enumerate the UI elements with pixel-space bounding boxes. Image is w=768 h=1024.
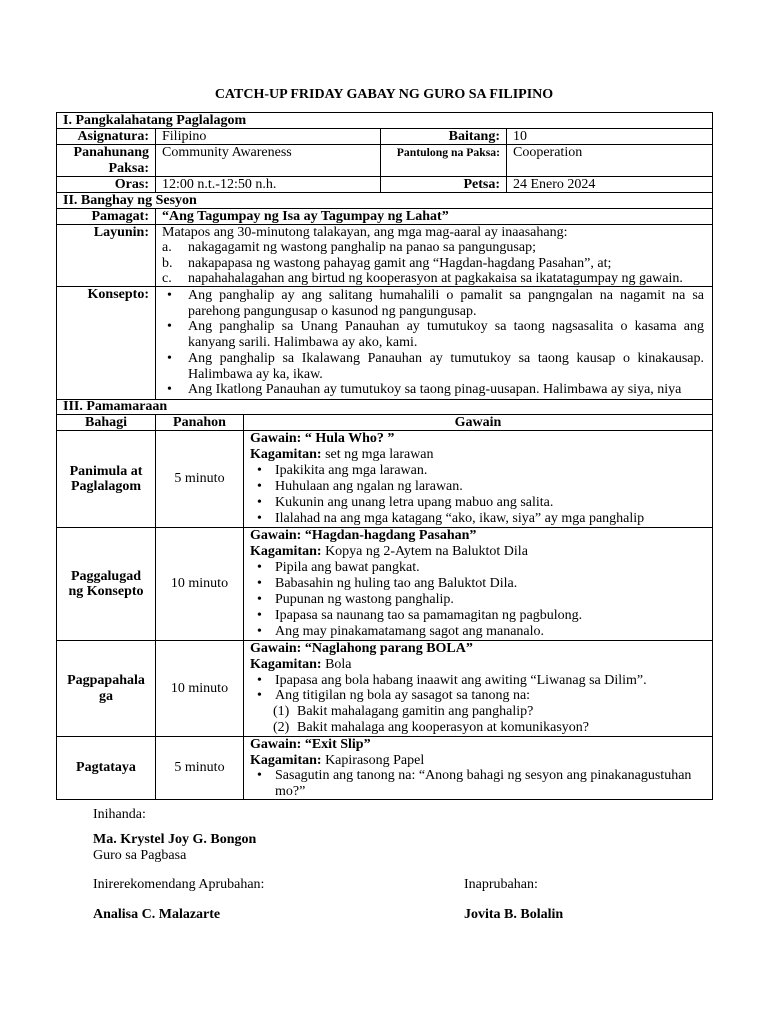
duration bbox=[156, 641, 244, 737]
column-header-activity: Gawain bbox=[244, 415, 713, 431]
duration-value: 10 minuto bbox=[170, 576, 229, 592]
session-heading-row bbox=[57, 193, 713, 209]
step-item: • Pipila ang bawat pangkat. bbox=[250, 560, 706, 576]
activity bbox=[244, 641, 713, 737]
concept-label: Konsepto: bbox=[57, 287, 156, 400]
time-value: 12:00 n.t.-12:50 n.h. bbox=[156, 177, 381, 193]
activity-steps bbox=[250, 673, 706, 705]
concept-item: • Ang panghalip sa Ikalawang Panauhan ay tumutukoy sa taong kausap o kinakausap. Halimbawa ay ka, ikaw. bbox=[162, 351, 704, 382]
question-text: Bakit mahalaga ang kooperasyon at komunikasyon? bbox=[297, 719, 589, 735]
duration bbox=[156, 737, 244, 800]
column-header-duration: Panahon bbox=[156, 415, 244, 431]
step-item: • Pupunan ng wastong panghalip. bbox=[250, 592, 706, 608]
activity-title: Gawain: “Hagdan-hagdang Pasahan” bbox=[250, 528, 477, 543]
step-item: • Ipakikita ang mga larawan. bbox=[250, 463, 706, 479]
step-item: • Ipapasa ang bola habang inaawit ang awiting “Liwanag sa Dilim”. bbox=[250, 673, 706, 689]
objective-item bbox=[162, 240, 704, 255]
activity-title: Gawain: “ Hula Who? ” bbox=[250, 431, 395, 446]
procedure-row bbox=[57, 737, 713, 800]
part-name bbox=[57, 528, 156, 641]
objective-text: napahahalagahan ang birtud ng kooperasyon at pagkakaisa sa ikatatagumpay ng gawain. bbox=[188, 270, 683, 286]
approved-name: Jovita B. Bolalin bbox=[464, 907, 564, 922]
objective-item bbox=[162, 271, 704, 286]
part-name-line: Paggalugad bbox=[70, 568, 141, 584]
concept-item: • Ang Ikatlong Panauhan ay tumutukoy sa taong pinag-uusapan. Halimbawa ay siya, niya bbox=[162, 382, 704, 398]
concept-row bbox=[57, 287, 713, 400]
step-item: • Kukunin ang unang letra upang mabuo ang salita. bbox=[250, 495, 706, 511]
session-heading: II. Banghay ng Sesyon bbox=[57, 193, 713, 209]
date-label: Petsa: bbox=[381, 177, 507, 193]
materials-label: Kagamitan: bbox=[250, 656, 322, 672]
activity-materials bbox=[250, 753, 706, 769]
objectives-value bbox=[156, 225, 713, 287]
concept-value bbox=[156, 287, 713, 400]
lesson-title-row bbox=[57, 209, 713, 225]
activity-title: Gawain: “Exit Slip” bbox=[250, 737, 371, 752]
step-item: • Sasagutin ang tanong na: “Anong bahagi ng sesyon ang pinakanagustuhan mo?” bbox=[250, 768, 706, 799]
time-row bbox=[57, 177, 713, 193]
objective-text: nakagagamit ng wastong panghalip na panao sa pangungusap; bbox=[188, 240, 536, 256]
topic-value: Community Awareness bbox=[156, 145, 381, 177]
procedure-heading: III. Pamamaraan bbox=[57, 400, 713, 415]
question-text: Bakit mahalagang gamitin ang panghalip? bbox=[297, 704, 534, 720]
approved-label: Inaprubahan: bbox=[464, 877, 538, 892]
materials-value: Kopya ng 2-Aytem na Baluktot Dila bbox=[325, 544, 528, 559]
activity-materials bbox=[250, 447, 706, 463]
activity-steps bbox=[250, 560, 706, 640]
materials-value: Kapirasong Papel bbox=[325, 752, 425, 768]
activity bbox=[244, 431, 713, 528]
objective-item bbox=[162, 256, 704, 271]
part-name bbox=[57, 737, 156, 800]
materials-value: Bola bbox=[325, 656, 352, 672]
recommended-name: Analisa C. Malazarte bbox=[93, 907, 221, 922]
step-item: • Ipapasa sa naunang tao sa pamamagitan ng pagbulong. bbox=[250, 608, 706, 624]
objective-marker: c. bbox=[162, 270, 172, 286]
concept-item: • Ang panghalip ay ang salitang humahalili o pamalit sa pangngalan na nagamit na sa parehong pangungusap o kasunod ng pangungusap. bbox=[162, 288, 704, 319]
topic-label: Panahunang Paksa: bbox=[57, 145, 156, 177]
objectives-label: Layunin: bbox=[57, 225, 156, 287]
activity-materials bbox=[250, 657, 706, 673]
prepared-name: Ma. Krystel Joy G. Bongon bbox=[93, 832, 257, 847]
overview-heading-row bbox=[57, 113, 713, 129]
subtopic-value: Cooperation bbox=[507, 145, 713, 177]
step-item: • Ilalahad na ang mga katagang “ako, ikaw, siya” ay mga panghalip bbox=[250, 511, 706, 527]
subject-label: Asignatura: bbox=[57, 129, 156, 145]
duration bbox=[156, 431, 244, 528]
grade-value: 10 bbox=[507, 129, 713, 145]
lesson-title-value: “Ang Tagumpay ng Isa ay Tagumpay ng Lahat” bbox=[156, 209, 713, 225]
duration-value: 5 minuto bbox=[174, 760, 225, 776]
column-header-part: Bahagi bbox=[57, 415, 156, 431]
procedure-row bbox=[57, 641, 713, 737]
part-name-line: Panimula at bbox=[69, 463, 143, 479]
objectives-row bbox=[57, 225, 713, 287]
lesson-plan-table bbox=[56, 112, 713, 800]
document-title: CATCH-UP FRIDAY GABAY NG GURO SA FILIPINO bbox=[214, 87, 554, 102]
subject-row bbox=[57, 129, 713, 145]
step-item: • Ang titigilan ng bola ay sasagot sa tanong na: bbox=[250, 688, 706, 704]
part-name-line: Paglalagom bbox=[71, 479, 141, 494]
activity bbox=[244, 528, 713, 641]
objective-text: nakapapasa ng wastong pahayag gamit ang “Hagdan-hagdang Pasahan”, at; bbox=[188, 255, 612, 271]
procedure-row bbox=[57, 431, 713, 528]
part-name-line: ng Konsepto bbox=[68, 584, 144, 599]
materials-value: set ng mga larawan bbox=[325, 447, 434, 462]
date-value: 24 Enero 2024 bbox=[507, 177, 713, 193]
part-name-line: Pagtataya bbox=[76, 760, 136, 776]
procedure-heading-row bbox=[57, 400, 713, 415]
part-name-line: Pagpapahala bbox=[67, 673, 145, 688]
procedure-column-header-row bbox=[57, 415, 713, 431]
lesson-title-label: Pamagat: bbox=[57, 209, 156, 225]
concept-item: • Ang panghalip sa Unang Panauhan ay tumutukoy sa taong nagsasalita o kasama ang kanyang sarili. Halimbawa ay ako, kami. bbox=[162, 319, 704, 350]
grade-label: Baitang: bbox=[381, 129, 507, 145]
activity bbox=[244, 737, 713, 800]
question-item bbox=[250, 720, 706, 736]
part-name-line: ga bbox=[99, 688, 113, 704]
question-item bbox=[250, 704, 706, 720]
subtopic-label: Pantulong na Paksa: bbox=[381, 145, 507, 177]
question-marker: (1) bbox=[273, 704, 290, 720]
time-label: Oras: bbox=[57, 177, 156, 193]
part-name bbox=[57, 431, 156, 528]
duration-value: 5 minuto bbox=[174, 471, 225, 487]
prepared-position: Guro sa Pagbasa bbox=[93, 848, 187, 863]
question-marker: (2) bbox=[273, 719, 290, 735]
objective-marker: b. bbox=[162, 255, 173, 271]
objectives-intro: Matapos ang 30-minutong talakayan, ang mga mag-aaral ay inaasahang: bbox=[162, 225, 568, 240]
materials-label: Kagamitan: bbox=[250, 447, 322, 462]
activity-steps bbox=[250, 768, 706, 799]
topic-row bbox=[57, 145, 713, 177]
subject-value: Filipino bbox=[156, 129, 381, 145]
part-name bbox=[57, 641, 156, 737]
duration bbox=[156, 528, 244, 641]
objective-marker: a. bbox=[162, 240, 172, 256]
activity-steps bbox=[250, 463, 706, 527]
materials-label: Kagamitan: bbox=[250, 544, 322, 559]
activity-materials bbox=[250, 544, 706, 560]
step-item: • Babasahin ng huling tao ang Baluktot Dila. bbox=[250, 576, 706, 592]
step-item: • Ang may pinakamatamang sagot ang mananalo. bbox=[250, 624, 706, 640]
activity-title: Gawain: “Naglahong parang BOLA” bbox=[250, 641, 473, 656]
step-item: • Huhulaan ang ngalan ng larawan. bbox=[250, 479, 706, 495]
duration-value: 10 minuto bbox=[170, 680, 229, 696]
recommended-label: Inirerekomendang Aprubahan: bbox=[93, 877, 265, 892]
concept-list bbox=[162, 288, 704, 398]
materials-label: Kagamitan: bbox=[250, 752, 322, 768]
prepared-label: Inihanda: bbox=[93, 807, 146, 822]
overview-heading: I. Pangkalahatang Paglalagom bbox=[57, 113, 713, 129]
procedure-row bbox=[57, 528, 713, 641]
